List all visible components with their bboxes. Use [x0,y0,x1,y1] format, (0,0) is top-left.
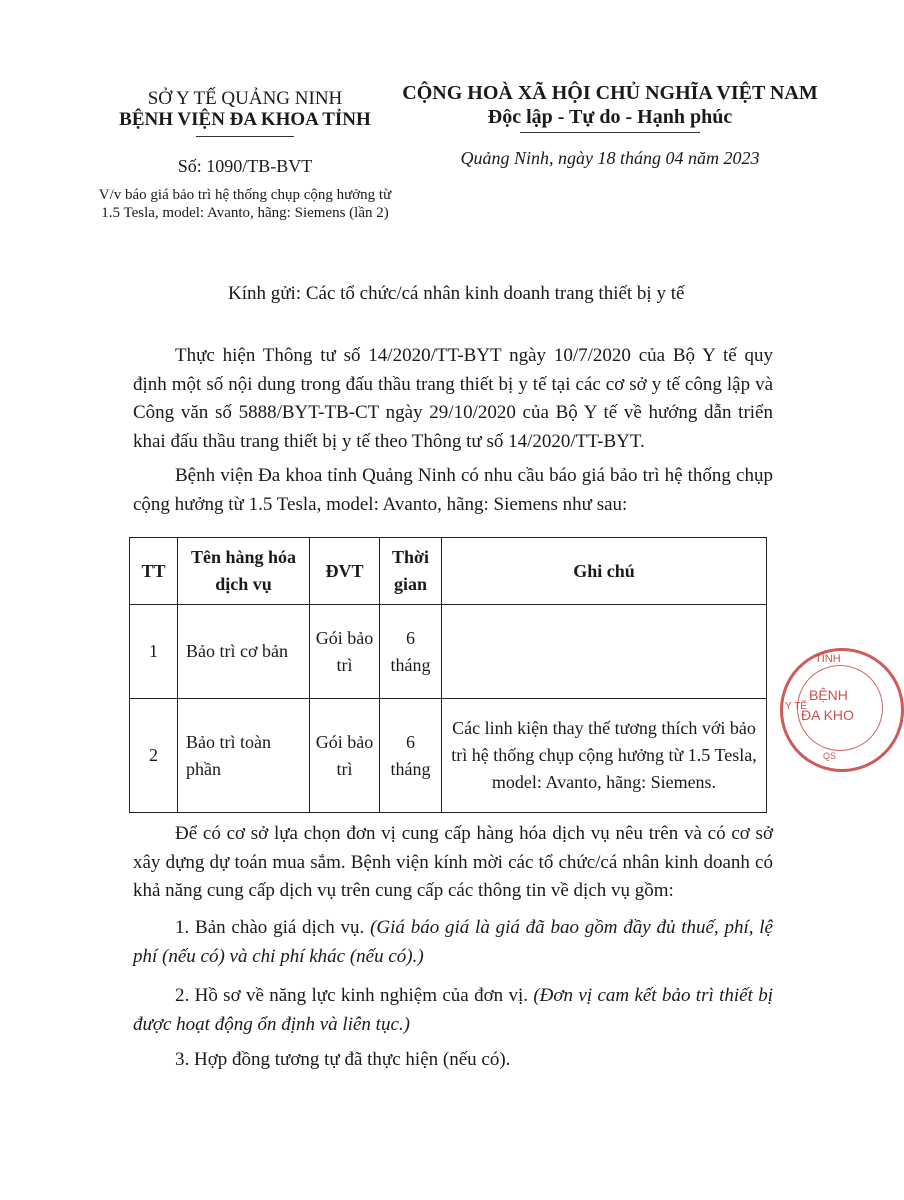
paragraph-3-text: Để có cơ sở lựa chọn đơn vị cung cấp hàng hóa dịch vụ nêu trên và có cơ sở xây dựng dự toán mua sắm. Bệnh viện kính mời các tổ chức/cá nhân kinh doanh có khả năng cung cấp dịch vụ trên cung cấp các thông tin về dịch vụ gồm: [133,823,773,902]
org-parent: SỞ Y TẾ QUẢNG NINH [147,88,343,109]
service-table [129,537,767,813]
list-item-1-note: (Giá báo giá là giá đã bao gồm đầy đủ thuế, phí, lệ phí (nếu có) và chi phí khác (nếu có).) [133,917,773,967]
cell-note [442,605,767,699]
list-item-2 [133,982,773,1039]
table-row [130,699,767,813]
paragraph-1-text: Thực hiện Thông tư số 14/2020/TT-BYT ngày 10/7/2020 của Bộ Y tế quy định một số nội dung trong đấu thầu trang thiết bị y tế tại các cơ sở y tế công lập và Công văn số 5888/BYT-TB-CT ngày 29/10/2020 của Bộ Y tế về hướng dẫn triển khai đấu thầu trang thiết bị y tế theo Thông tư số 14/2020/TT-BYT. [133,345,773,452]
motto: Độc lập - Tự do - Hạnh phúc [487,106,733,128]
table-header-row [130,538,767,605]
paragraph-2 [133,462,773,519]
greeting: Kính gửi: Các tổ chức/cá nhân kinh doanh trang thiết bị y tế [228,283,685,304]
stamp-top-text: TỈNH [815,653,841,665]
cell-tt: 2 [130,699,178,813]
col-header-duration: Thời gian [380,538,442,605]
paragraph-3 [133,820,773,906]
stamp-line-2: ĐA KHO [801,707,854,723]
cell-note: Các linh kiện thay thế tương thích với bảo trì hệ thống chụp cộng hưởng từ 1.5 Tesla, model: Avanto, hãng: Siemens. [442,699,767,813]
nation-title: CỘNG HOÀ XÃ HỘI CHỦ NGHĨA VIỆT NAM [402,82,818,104]
list-item-1-text: 1. Bản chào giá dịch vụ. [175,917,371,938]
stamp-line-1: BỆNH [809,687,848,703]
doc-date: Quảng Ninh, ngày 18 tháng 04 năm 2023 [460,148,760,168]
official-stamp [780,648,904,772]
cell-item: Bảo trì toàn phần [178,699,310,813]
org-underline [196,136,294,137]
cell-unit: Gói bảo trì [310,605,380,699]
doc-number: Số: 1090/TB-BVT [177,156,313,176]
list-item-1 [133,914,773,971]
table-row [130,605,767,699]
stamp-bottom-text: QS [823,751,837,761]
cell-tt: 1 [130,605,178,699]
col-header-note: Ghi chú [442,538,767,605]
stamp-side-text: Y TẾ [785,701,807,712]
list-item-2-note: (Đơn vị cam kết bảo trì thiết bị được hoạt động ổn định và liên tục.) [133,985,773,1035]
cell-duration: 6 tháng [380,699,442,813]
list-item-3 [133,1046,773,1075]
cell-unit: Gói bảo trì [310,699,380,813]
list-item-3-text: 3. Hợp đồng tương tự đã thực hiện (nếu có). [175,1049,511,1070]
col-header-tt: TT [130,538,178,605]
paragraph-1 [133,342,773,456]
motto-underline [520,132,700,133]
col-header-unit: ĐVT [310,538,380,605]
org-name: BỆNH VIỆN ĐA KHOA TỈNH [119,109,371,130]
paragraph-2-text: Bệnh viện Đa khoa tỉnh Quảng Ninh có nhu cầu báo giá bảo trì hệ thống chụp cộng hưởng từ 1.5 Tesla, model: Avanto, hãng: Siemens như sau: [133,465,773,515]
col-header-item: Tên hàng hóa dịch vụ [178,538,310,605]
cell-duration: 6 tháng [380,605,442,699]
cell-item: Bảo trì cơ bản [178,605,310,699]
doc-subject: V/v báo giá bảo trì hệ thống chụp cộng hưởng từ 1.5 Tesla, model: Avanto, hãng: Siemens (lần 2) [98,187,392,221]
list-item-2-text: 2. Hồ sơ về năng lực kinh nghiệm của đơn vị. [175,985,534,1006]
